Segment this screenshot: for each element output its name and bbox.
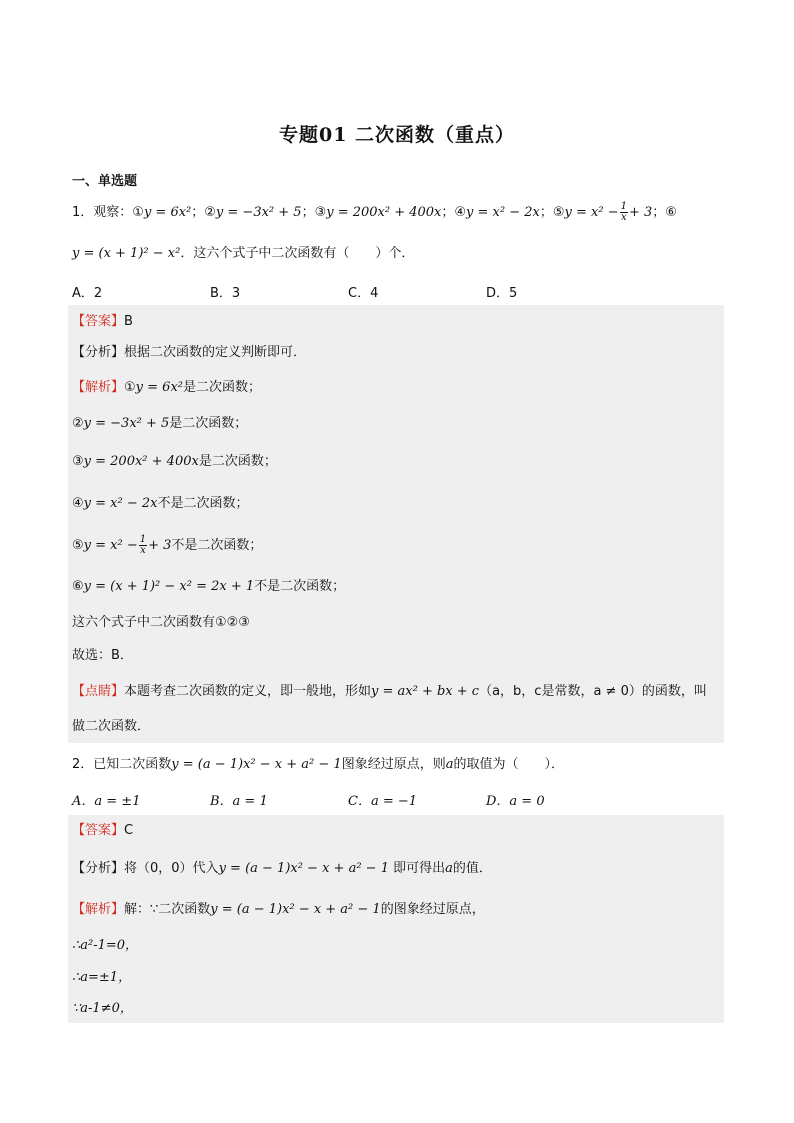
q1-solution-6: ⑥y = (x + 1)² − x² = 2x + 1不是二次函数； bbox=[72, 579, 346, 594]
q1-solution-3: ③y = 200x² + 400x是二次函数； bbox=[72, 454, 277, 469]
q1-analysis: 【分析】根据二次函数的定义判断即可． bbox=[72, 345, 307, 360]
q2-analysis: 【分析】将（0，0）代入y = (a − 1)x² − x + a² − 1 即可得出a的值． bbox=[72, 861, 492, 876]
q1-solution-box bbox=[68, 305, 724, 743]
q2-solution: 【解析】解：∵二次函数y = (a − 1)x² − x + a² − 1的图象经过原点， bbox=[72, 902, 485, 917]
q1-solution-2: ②y = −3x² + 5是二次函数； bbox=[72, 416, 248, 431]
q2-option-b: B．a = 1 bbox=[210, 794, 268, 809]
q2-stem: 2．已知二次函数y = (a − 1)x² − x + a² − 1图象经过原点，则a的取值为（ ）． bbox=[72, 757, 564, 772]
q1-option-b: B．3 bbox=[210, 286, 241, 301]
fraction: $\frac{1}{x}$ bbox=[139, 534, 147, 556]
q1-option-a: A．2 bbox=[72, 286, 103, 301]
q1-option-c: C．4 bbox=[348, 286, 379, 301]
q2-option-a: A．a = ±1 bbox=[72, 794, 141, 809]
q1-summary: 这六个式子中二次函数有①②③ bbox=[72, 615, 250, 630]
q1-option-d: D．5 bbox=[486, 286, 518, 301]
page-title: 专题01 二次函数（重点） bbox=[278, 124, 516, 146]
section-heading: 一、单选题 bbox=[72, 174, 138, 189]
q1-solution-1: 【解析】①y = 6x²是二次函数； bbox=[72, 380, 262, 395]
q2-step-1: ∴a²-1=0， bbox=[72, 938, 139, 953]
q2-step-2: ∴a=±1， bbox=[72, 970, 132, 985]
q1-choice: 故选：B． bbox=[72, 648, 133, 663]
q2-option-c: C．a = −1 bbox=[348, 794, 418, 809]
q1-solution-5: ⑤y = x² − $\frac{1}{x}$ + 3不是二次函数； bbox=[72, 534, 263, 556]
q1-solution-4: ④y = x² − 2x不是二次函数； bbox=[72, 496, 249, 511]
fraction: $\frac{1}{x}$ bbox=[620, 201, 627, 223]
q2-answer: 【答案】C bbox=[72, 823, 134, 838]
q1-stem-line2: y = (x + 1)² − x²．这六个式子中二次函数有（ ）个． bbox=[72, 246, 415, 261]
q1-comment-2: 做二次函数． bbox=[72, 719, 151, 734]
q1-comment-1: 【点睛】本题考查二次函数的定义，即一般地，形如y = ax² + bx + c（a，b，c是常数，a ≠ 0）的函数，叫 bbox=[72, 684, 707, 699]
q2-step-3: ∵a-1≠0， bbox=[72, 1001, 133, 1016]
q1-answer: 【答案】B bbox=[72, 314, 133, 329]
q2-option-d: D．a = 0 bbox=[486, 794, 545, 809]
q1-stem-line1: 1．观察：①y = 6x²；②y = −3x² + 5；③y = 200x² + 400x；④y = x² − 2x；⑤y = x² − $\frac{1}{x}$ + 3；⑥ bbox=[72, 201, 677, 223]
